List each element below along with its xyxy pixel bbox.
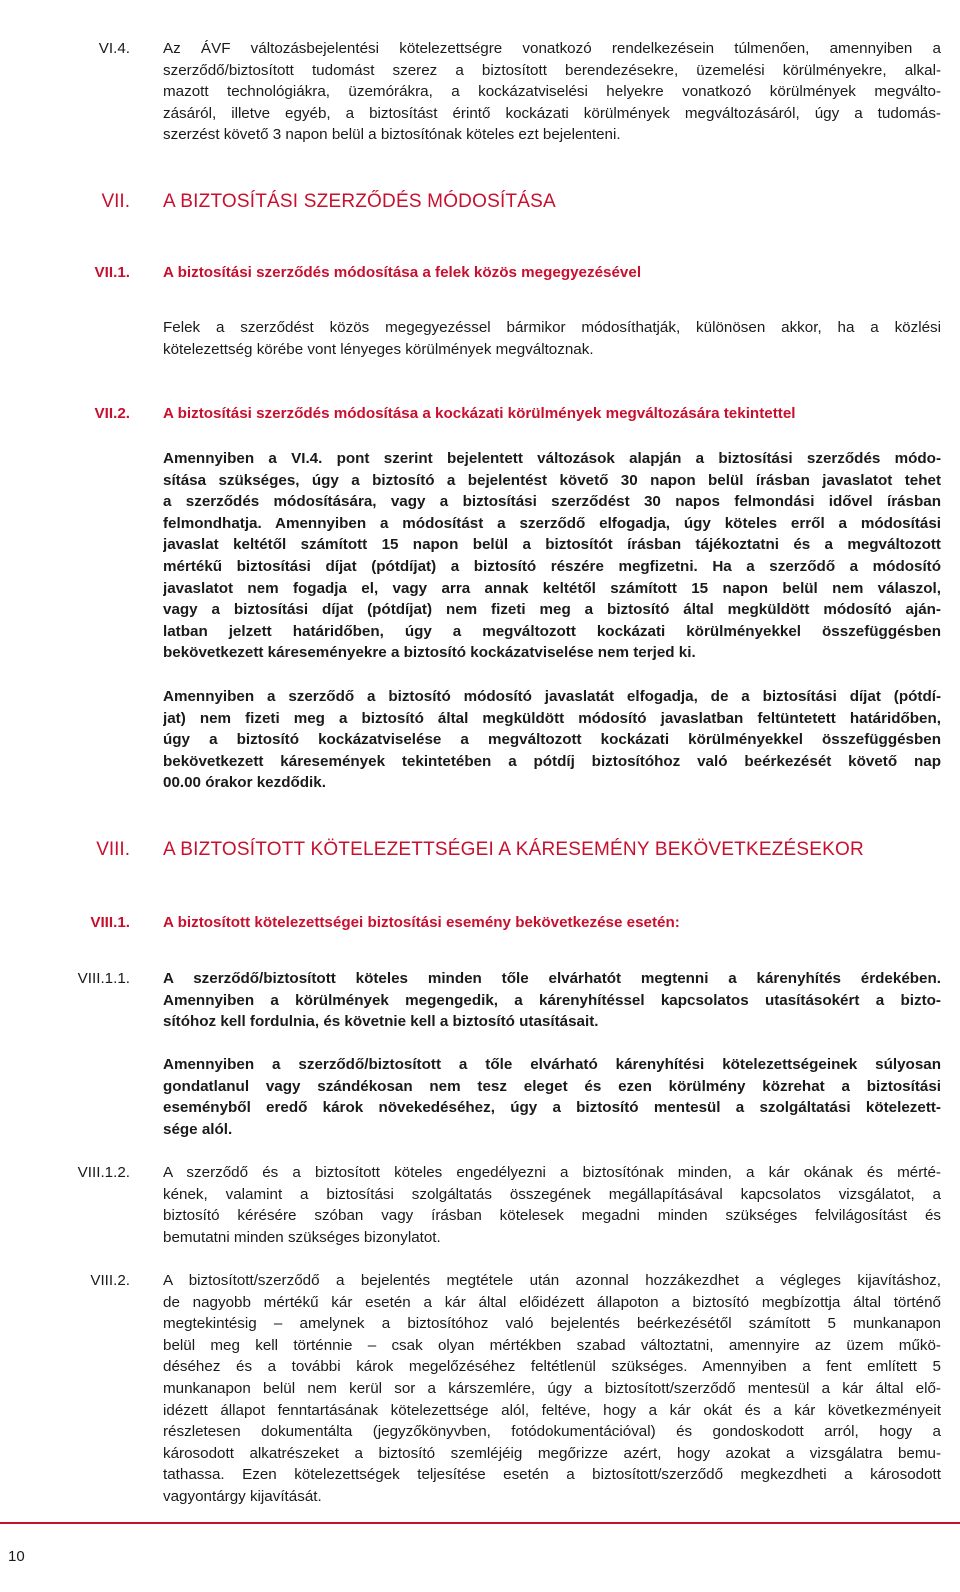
text-line: tathassa. Ezen kötelezettségek teljesítése esetén a biztosított/szerződő megkezdheti a károsodott — [163, 1466, 941, 1484]
text-line: déséhez és a további károk megelőzéséhez feltétlenül szükséges. Amennyiben a fent említett 5 — [163, 1358, 941, 1376]
text-line: mértékű biztosítási díjat (pótdíjat) a biztosító részére megfizetni. Ha a szerződő a módosító — [163, 557, 941, 575]
text-line: javaslatot nem fogadja el, vagy arra annak keltétől számított 15 napon belül nem válaszol, — [163, 579, 941, 597]
section-title-vii: A BIZTOSÍTÁSI SZERZŐDÉS MÓDOSÍTÁSA — [163, 191, 556, 212]
text-line: károsodott alkatrészeket a biztosító szemléjéig megőrizze azért, hogy azokat a vizsgálatra bemu- — [163, 1444, 941, 1462]
text-line: A szerződő és a biztosított köteles engedélyezni a biztosítónak minden, a kár okának és mérté- — [163, 1164, 941, 1181]
text-line: mazott technológiákra, üzemórákra, a kockázatviselési helyekre vonatkozó körülmények megválto- — [163, 83, 941, 101]
text-line: Amennyiben a körülmények megengedik, a kárenyhítéssel kapcsolatos utasításokért a bizto- — [163, 991, 941, 1009]
section-number-viii: VIII. — [96, 839, 130, 860]
section-title-viii: A BIZTOSÍTOTT KÖTELEZETTSÉGEI A KÁRESEMÉNY BEKÖVETKEZÉSEKOR — [163, 839, 864, 860]
clause-vi4-text — [163, 38, 941, 146]
clause-title-viii1: A biztosított kötelezettségei biztosítási esemény bekövetkezése esetén: — [163, 914, 680, 931]
clause-title-vii1: A biztosítási szerződés módosítása a felek közös megegyezésével — [163, 264, 642, 281]
text-line: 00.00 órakor kezdődik. — [163, 774, 326, 792]
text-line: bekövetkezett káresemények tekintetében a pótdíj biztosítóhoz való beérkezését követő nap — [163, 752, 941, 770]
clause-vii1-text — [163, 317, 941, 360]
text-line: részletesen dokumentálta (jegyzőkönyvben, fotódokumentációval) és gondoskodott arról, hogy a — [163, 1423, 941, 1441]
text-line: felmondhatja. Amennyiben a módosítást a szerződő elfogadja, úgy köteles erről a módosítási — [163, 514, 941, 532]
clause-number-vi4: VI.4. — [98, 40, 130, 57]
text-line: kének, valamint a biztosítási szolgáltatás összegének megállapításával kapcsolatos vizsgálatot, a — [163, 1185, 941, 1203]
text-line: Felek a szerződést közös megegyezéssel bármikor módosíthatják, különösen akkor, ha a közlési — [163, 319, 941, 336]
clause-number-viii12: VIII.1.2. — [77, 1164, 130, 1181]
text-line: Amennyiben a szerződő/biztosított a tőle elvárható kárenyhítési kötelezettségeinek súlyosan — [163, 1056, 941, 1073]
text-line: jat) nem fizeti meg a biztosító által megküldött módosító javaslatban feltüntetett határidőben, — [163, 709, 941, 727]
text-line: sége alól. — [163, 1120, 233, 1138]
clause-vii2-paragraph-2 — [163, 686, 941, 794]
clause-viii2-text — [163, 1270, 941, 1508]
text-line: vagy a biztosítási díjat (pótdíjat) nem fizeti meg a biztosító által megküldött módosító aján- — [163, 601, 941, 619]
clause-number-viii2: VIII.2. — [90, 1272, 130, 1289]
clause-number-viii1: VIII.1. — [90, 914, 130, 931]
footer-divider — [0, 1522, 960, 1524]
text-line: szerződő/biztosított tudomást szerez a biztosított berendezésekre, üzemelési körülményekre, alkal- — [163, 61, 941, 79]
text-line: bekövetkezett káreseményekre a biztosító kockázatviselése nem terjed ki. — [163, 644, 696, 662]
clause-number-vii2: VII.2. — [94, 405, 130, 422]
text-line: de nagyobb mértékű kár esetén a kár által előidézett állapoton a biztosító megbízottja által történő — [163, 1293, 941, 1311]
clause-viii11-paragraph-2 — [163, 1054, 941, 1140]
text-line: a szerződés módosítására, vagy a biztosítási szerződést 30 napos felmondási idővel írásban — [163, 493, 941, 511]
text-line: sítása szükséges, úgy a biztosító a bejelentést követő 30 napon belül írásban javaslatot tehet — [163, 471, 941, 489]
text-line: munkanapon belül nem kerül sor a kárszemlére, úgy a biztosított/szerződő mentesül a kár által elő- — [163, 1379, 941, 1397]
text-line: kötelezettség körébe vont lényeges körülmények megváltoznak. — [163, 340, 594, 358]
text-line: gondatlanul vagy szándékosan nem tesz eleget és ezen körülmény közrehat a biztosítási — [163, 1077, 941, 1095]
text-line: megtekintésig – amelynek a biztosítóhoz való bejelentés beérkezésétől számított 5 munkanapon — [163, 1315, 941, 1333]
text-line: Az ÁVF változásbejelentési kötelezettségre vonatkozó rendelkezésein túlmenően, amennyiben a — [163, 40, 941, 57]
text-line: úgy a biztosító kockázatviselése a megváltozott kockázati körülményekkel összefüggésben — [163, 731, 941, 749]
clause-title-vii2: A biztosítási szerződés módosítása a kockázati körülmények megváltozására tekintettel — [163, 405, 796, 422]
text-line: A szerződő/biztosított köteles minden tőle elvárhatót megtenni a kárenyhítés érdekében. — [163, 970, 941, 987]
text-line: sítóhoz kell fordulnia, és követnie kell a biztosító utasításait. — [163, 1013, 599, 1031]
clause-number-vii1: VII.1. — [94, 264, 130, 281]
page-number: 10 — [8, 1548, 25, 1565]
clause-viii11-paragraph-1 — [163, 968, 941, 1033]
text-line: Amennyiben a szerződő a biztosító módosító javaslatát elfogadja, de a biztosítási díjat (pótdí- — [163, 688, 941, 705]
text-line: szerzést követő 3 napon belül a biztosítónak köteles ezt bejelenteni. — [163, 126, 621, 144]
text-line: belül meg kell történnie – csak olyan mértékben szabad változtatni, amennyire az üzem műkö- — [163, 1336, 941, 1354]
text-line: javaslat keltétől számított 15 napon belül a biztosítót írásban tájékoztatni és a megváltozott — [163, 536, 941, 554]
text-line: idézett állapot fenntartásának kötelezettsége alól, feltéve, hogy a kár okát és a kár következményeit — [163, 1401, 941, 1419]
text-line: zásáról, illetve egyéb, a biztosítást érintő kockázati körülmények megváltozásáról, úgy a tudomás- — [163, 104, 941, 122]
clause-vii2-paragraph-1 — [163, 448, 941, 664]
text-line: eseményből eredő károk növekedéséhez, úgy a biztosító mentesül a szolgáltatási kötelezett- — [163, 1099, 941, 1117]
clause-number-viii11: VIII.1.1. — [77, 970, 130, 987]
text-line: Amennyiben a VI.4. pont szerint bejelentett változások alapján a biztosítási szerződés módo- — [163, 450, 941, 467]
text-line: bemutatni minden szükséges bizonylatot. — [163, 1228, 441, 1246]
text-line: vagyontárgy kijavítását. — [163, 1487, 322, 1505]
clause-viii12-text — [163, 1162, 941, 1248]
section-number-vii: VII. — [101, 191, 130, 212]
text-line: A biztosított/szerződő a bejelentés megtétele után azonnal hozzákezdhet a végleges kijavításhoz, — [163, 1272, 941, 1289]
text-line: biztosító kérésére szóban vagy írásban kötelesek megadni minden szükséges felvilágosítást és — [163, 1207, 941, 1225]
text-line: latban jelzett határidőben, úgy a megváltozott kockázati körülményekkel összefüggésben — [163, 622, 941, 640]
